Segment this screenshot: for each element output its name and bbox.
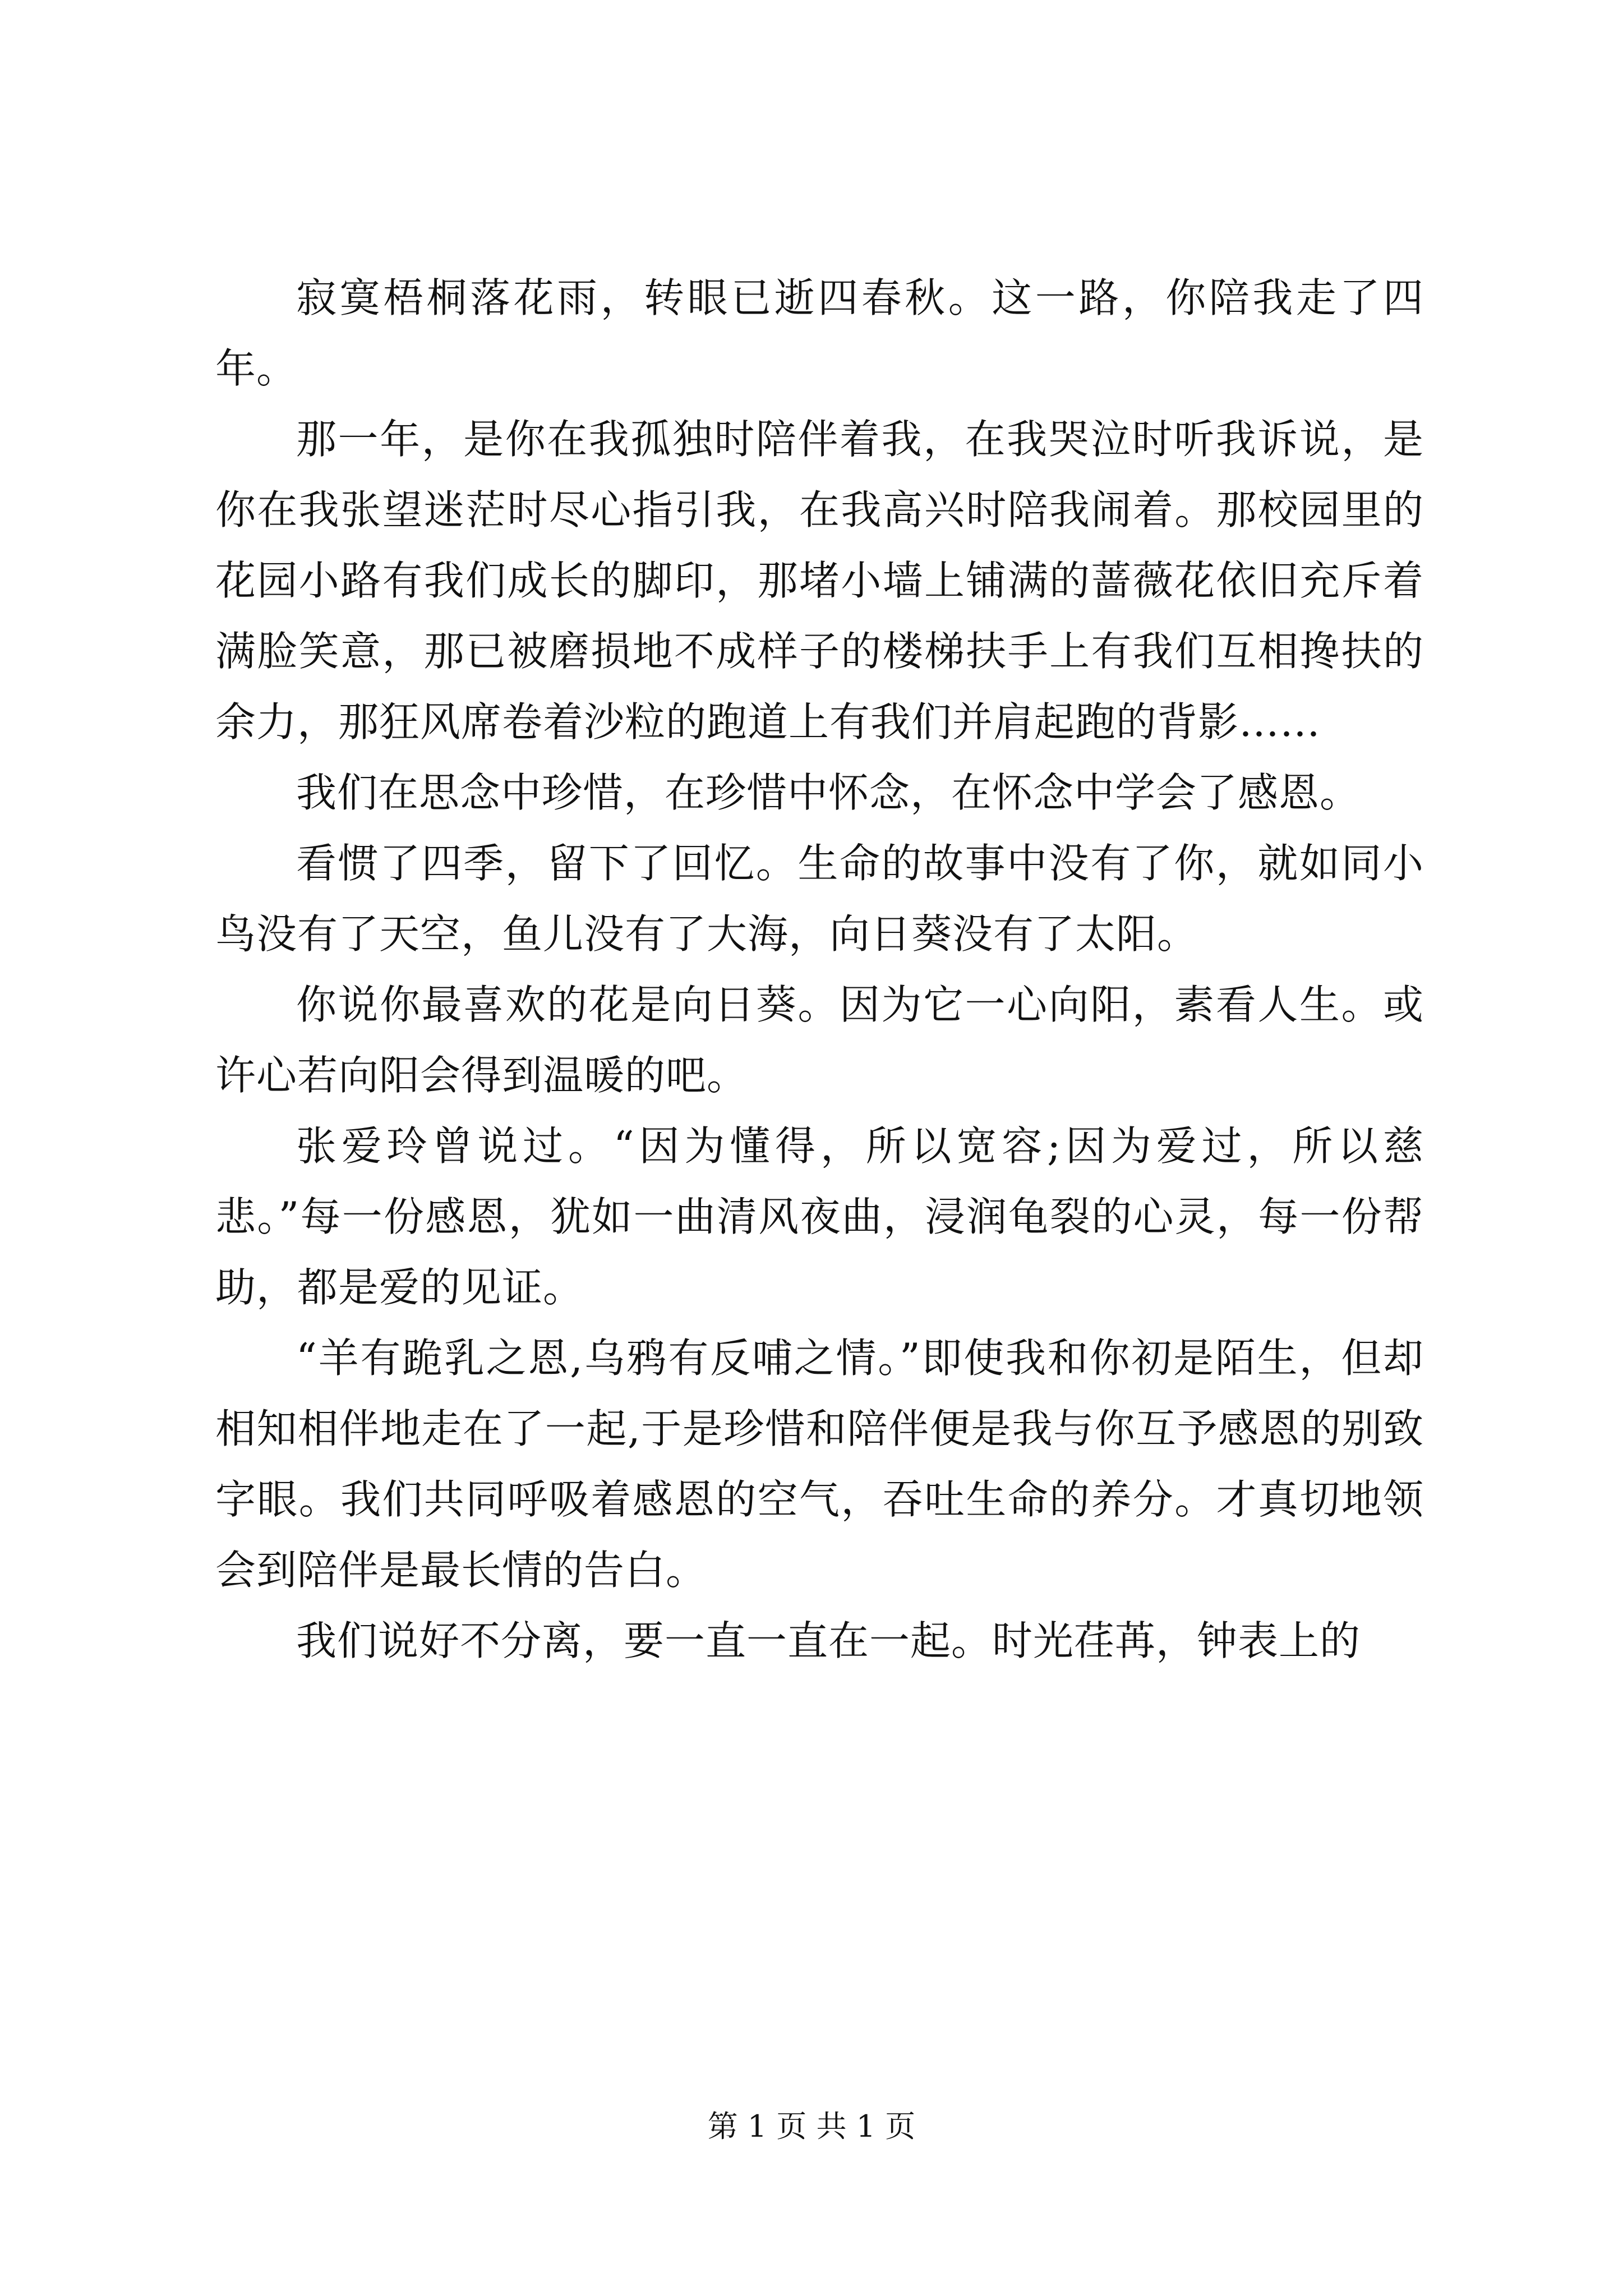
paragraph-1: 寂寞梧桐落花雨，转眼已逝四春秋。这一路，你陪我走了四年。 — [215, 274, 1424, 392]
paragraph-4: 看惯了四季，留下了回忆。生命的故事中没有了你，就如同小鸟没有了天空，鱼儿没有了大海，向日葵没有了太阳。 — [215, 840, 1424, 958]
paragraph-3: 我们在思念中珍惜，在珍惜中怀念，在怀念中学会了感恩。 — [296, 769, 1361, 816]
page-footer: 第 1 页 共 1 页 — [707, 2109, 916, 2144]
paragraph-6: 张爱玲曾说过。“因为懂得，所以宽容;因为爱过，所以慈悲。”每一份感恩，犹如一曲清风夜曲，浸润龟裂的心灵，每一份帮助，都是爱的见证。 — [215, 1122, 1424, 1311]
document-body — [215, 263, 1424, 1676]
paragraph-2: 那一年，是你在我孤独时陪伴着我，在我哭泣时听我诉说，是你在我张望迷茫时尽心指引我，在我高兴时陪我闹着。那校园里的花园小路有我们成长的脚印，那堵小墙上铺满的蔷薇花依旧充斥着满脸笑意，那已被磨损地不成样子的楼梯扶手上有我们互相搀扶的余力，那狂风席卷着沙粒的跑道上有我们并肩起跑的背影…… — [215, 416, 1424, 746]
paragraph-5: 你说你最喜欢的花是向日葵。因为它一心向阳，素看人生。或许心若向阳会得到温暖的吧。 — [215, 981, 1424, 1099]
paragraph-7: “羊有跪乳之恩,乌鸦有反哺之情。”即使我和你初是陌生，但却相知相伴地走在了一起,于是珍惜和陪伴便是我与你互予感恩的别致字眼。我们共同呼吸着感恩的空气，吞吐生命的养分。才真切地领会到陪伴是最长情的告白。 — [215, 1335, 1424, 1594]
paragraph-8: 我们说好不分离，要一直一直在一起。时光荏苒，钟表上的 — [296, 1617, 1361, 1664]
